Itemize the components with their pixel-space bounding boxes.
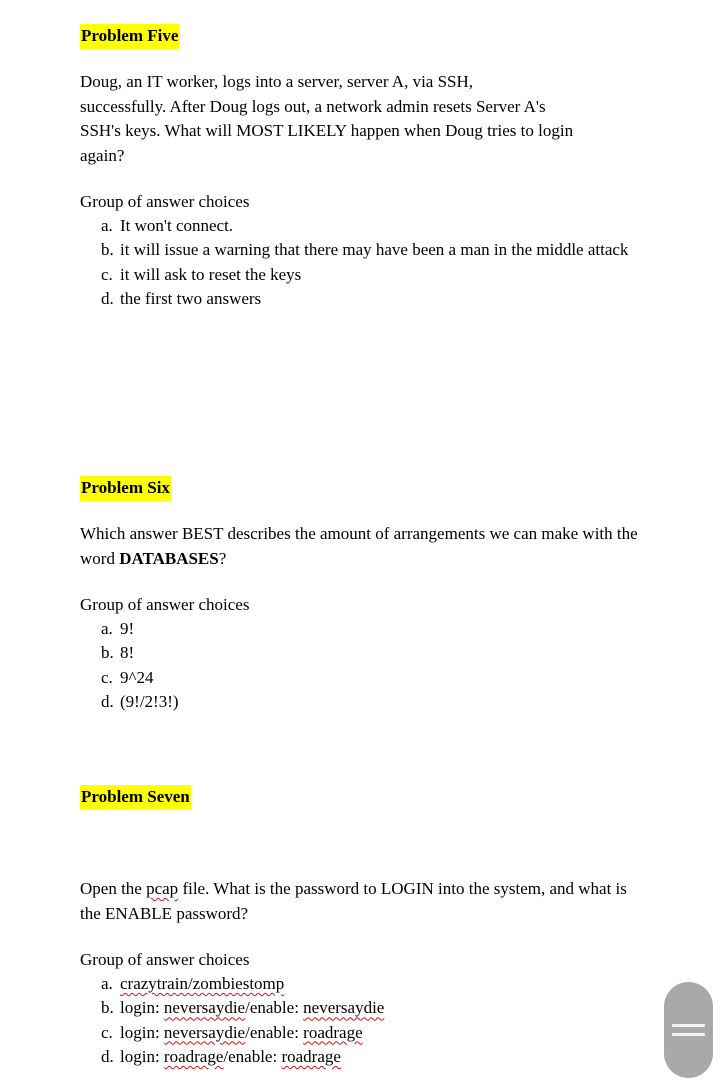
choice-text: /enable: (245, 998, 304, 1018)
choice-a[interactable] (101, 972, 641, 996)
choice-text: /enable: (245, 1022, 304, 1042)
spellcheck-word: neversaydie (163, 998, 246, 1018)
choice-letter: d. (101, 288, 114, 308)
question-text: file. What is the password to LOGIN into the system, and what is the ENABLE password? (80, 879, 627, 923)
question-text: Which answer BEST describes the amount of arrangements we can make with the word (80, 524, 638, 568)
choice-b[interactable] (101, 238, 640, 262)
question-line: successfully. After Doug logs out, a network admin resets Server A's (80, 96, 546, 116)
choice-text: it will issue a warning that there may have been a man in the middle attack (120, 240, 629, 260)
choice-letter: c. (101, 667, 113, 687)
choice-d[interactable] (101, 690, 641, 714)
choice-c[interactable] (101, 263, 641, 287)
scroll-handle[interactable] (664, 982, 713, 1078)
spellcheck-word: neversaydie (303, 998, 385, 1018)
spellcheck-word: roadrage (163, 1046, 224, 1066)
choice-text: (9!/2!3!) (120, 691, 179, 711)
choice-letter: c. (101, 264, 113, 284)
choice-text: It won't connect. (120, 216, 234, 235)
question-line: SSH's keys. What will MOST LIKELY happen when Doug tries to login (80, 121, 574, 140)
problem-seven-question (80, 877, 640, 926)
problem-seven-choices-label: Group of answer choices (80, 950, 250, 969)
choice-text: 9^24 (120, 667, 154, 687)
choice-text: login: (120, 1046, 164, 1066)
spellcheck-word: pcap (146, 879, 179, 898)
choice-letter: b. (101, 998, 114, 1018)
choice-d[interactable] (101, 287, 641, 311)
handle-grip-line (672, 1033, 705, 1036)
problem-five-choices (101, 214, 641, 311)
problem-five-choices-label: Group of answer choices (80, 192, 250, 211)
choice-text: login: (120, 998, 164, 1018)
choice-letter: d. (101, 691, 114, 711)
choice-a[interactable] (101, 214, 641, 238)
choice-c[interactable] (101, 1021, 641, 1045)
problem-six-question (80, 522, 640, 571)
question-bold-word: DATABASES (119, 548, 219, 568)
choice-letter: a. (101, 974, 113, 993)
problem-six-choices (101, 617, 641, 714)
problem-six-choices-label: Group of answer choices (80, 595, 250, 614)
question-line: again? (80, 145, 125, 165)
choice-letter: b. (101, 240, 114, 260)
choice-text: login: (120, 1022, 164, 1042)
question-punctuation: ? (218, 548, 227, 568)
choice-text: 8! (120, 643, 135, 663)
choice-letter: a. (101, 619, 113, 638)
handle-grip-line (672, 1024, 705, 1027)
choice-text: the first two answers (120, 288, 262, 308)
question-line: Doug, an IT worker, logs into a server, server A, via SSH, (80, 72, 474, 91)
choice-b[interactable] (101, 641, 641, 665)
spellcheck-word: roadrage (281, 1046, 341, 1066)
problem-five-heading: Problem Five (80, 24, 179, 49)
choice-c[interactable] (101, 666, 641, 690)
problem-six-heading: Problem Six (80, 476, 171, 501)
choice-text: 9! (120, 619, 135, 638)
choice-letter: a. (101, 216, 113, 235)
choice-b[interactable] (101, 996, 641, 1020)
choice-letter: b. (101, 643, 114, 663)
choice-letter: c. (101, 1022, 113, 1042)
choice-a[interactable] (101, 617, 641, 641)
choice-text: /enable: (223, 1046, 282, 1066)
choice-d[interactable] (101, 1045, 641, 1069)
problem-seven-heading: Problem Seven (80, 785, 191, 810)
problem-seven-choices (101, 972, 641, 1069)
question-text: Open the (80, 879, 147, 898)
spellcheck-word: crazytrain/zombiestomp (120, 974, 285, 993)
choice-letter: d. (101, 1046, 114, 1066)
spellcheck-word: neversaydie (163, 1022, 246, 1042)
choice-text: it will ask to reset the keys (120, 264, 302, 284)
spellcheck-word: roadrage (303, 1022, 363, 1042)
problem-five-question (80, 70, 640, 168)
